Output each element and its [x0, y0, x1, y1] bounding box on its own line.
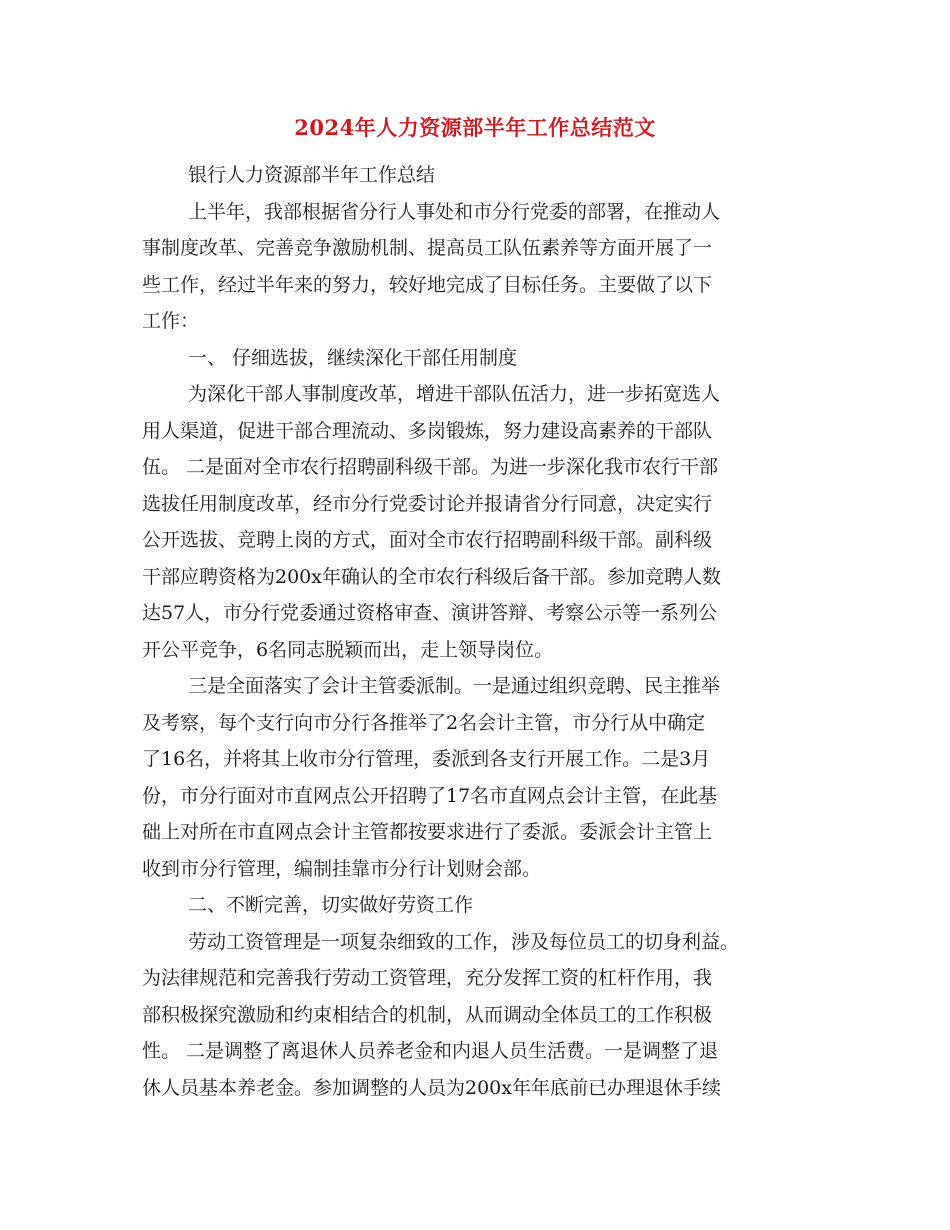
body-line: 休人员基本养老金。参加调整的人员为200x年年底前已办理退休手续 [142, 1076, 721, 1099]
body-line: 及考察，每个支行向市分行各推举了2名会计主管，市分行从中确定 [142, 711, 706, 734]
body-line: 础上对所在市直网点会计主管都按要求进行了委派。委派会计主管上 [142, 821, 713, 843]
body-line: 为法律规范和完善我行劳动工资管理，充分发挥工资的杠杆作用，我 [142, 967, 713, 989]
body-line: 上半年，我部根据省分行人事处和市分行党委的部署，在推动人 [188, 200, 721, 223]
body-line: 用人渠道，促进干部合理流动、多岗锻炼，努力建设高素养的干部队 [142, 419, 713, 442]
body-line: 部积极探究激励和约束相结合的机制，从而调动全体员工的工作积极 [142, 1003, 713, 1026]
body-line: 选拔任用制度改革，经市分行党委讨论并报请省分行同意，决定实行 [142, 492, 713, 515]
body-line: 三是全面落实了会计主管委派制。一是通过组织竞聘、民主推举 [188, 675, 721, 697]
body-line: 收到市分行管理，编制挂靠市分行计划财会部。 [142, 857, 542, 880]
body-line: 了16名，并将其上收市分行管理，委派到各支行开展工作。二是3月 [142, 748, 711, 770]
body-line: 为深化干部人事制度改革，增进干部队伍活力，进一步拓宽选人 [188, 383, 721, 405]
body-line: 事制度改革、完善竞争激励机制、提高员工队伍素养等方面开展了一 [142, 237, 713, 259]
body-line: 开公平竞争，6名同志脱颖而出，走上领导岗位。 [142, 638, 554, 661]
body-line: 劳动工资管理是一项复杂细致的工作，涉及每位员工的切身利益。 [188, 930, 740, 953]
body-line: 一、 仔细选拔，继续深化干部任用制度 [188, 346, 518, 369]
body-line: 达57人，市分行党委通过资格审查、演讲答辩、考察公示等一系列公 [142, 602, 718, 624]
body-line: 些工作，经过半年来的努力，较好地完成了目标任务。主要做了以下 [142, 273, 713, 296]
body-line: 份，市分行面对市直网点公开招聘了17名市直网点会计主管，在此基 [142, 784, 718, 807]
body-line: 公开选拔、竞聘上岗的方式，面对全市农行招聘副科级干部。副科级 [142, 529, 713, 551]
body-line: 工作： [142, 310, 200, 332]
document-title: 2024年人力资源部半年工作总结范文 [294, 115, 656, 140]
body-line: 干部应聘资格为200x年确认的全市农行科级后备干部。参加竞聘人数 [142, 565, 721, 588]
body-line: 性。 二是调整了离退休人员养老金和内退人员生活费。一是调整了退 [142, 1040, 719, 1062]
body-line: 二、不断完善，切实做好劳资工作 [188, 894, 474, 916]
body-line: 伍。 二是面对全市农行招聘副科级干部。为进一步深化我市农行干部 [142, 456, 719, 478]
document-body [142, 157, 810, 1106]
body-line: 银行人力资源部半年工作总结 [188, 164, 436, 186]
